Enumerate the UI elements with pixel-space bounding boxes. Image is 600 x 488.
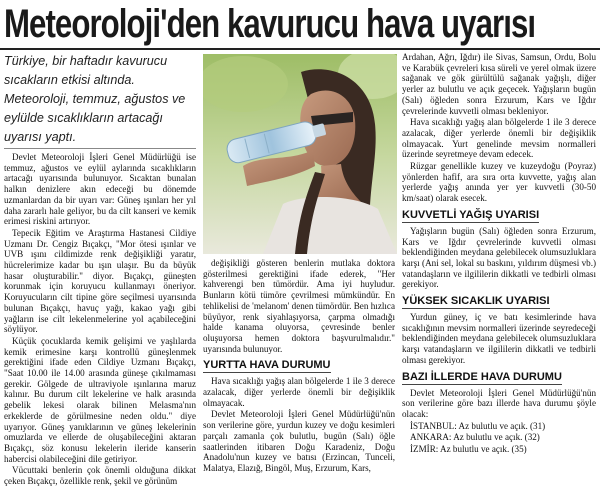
paragraph: Devlet Meteoroloji İşleri Genel Müdürlüğü'nün son verilerine göre, yurdun kuzey ve doğu kesimleri parçalı zamanla çok bulutlu, bugün (Salı) öğle saatlerinden itibaren Doğu Karadeniz, Doğu Anadolu'nun kuzey ve batısı (Erzincan, Tunceli, Malatya, Elazığ, Bingöl, Muş, Erzurum, Kars, bbox=[203, 409, 395, 473]
column-2 bbox=[203, 258, 395, 475]
paragraph: değişikliği gösteren benlerin mutlaka doktora gösterilmesi gerektiğini ifade ederek, "Her kahverengi ben tümördür. Ama iyi huyludur. Bunların kötü tümöre çevrilmesi mümkündür. En tehlikelisi de 'melanom' denen tümördür. Ben hızlıca büyüyor, renk siyahlaşıyorsa, çarpma olmadığı halde kanama oluyorsa, çevresinde benler oluşuyorsa hemen doktora başvurulmalıdır." uyarısında bulunuyor. bbox=[203, 258, 395, 354]
photo-woman-drinking-water bbox=[203, 54, 397, 254]
section-heading: KUVVETLİ YAĞIŞ UYARISI bbox=[402, 208, 540, 221]
paragraph: Yurdun güney, iç ve batı kesimlerinde hava sıcaklığının mevsim normalleri üzerinde seyredeceği beklendiğinden meydana gelebilecek olumsuzluklara karşı vatandaşların ve ilgililerin dikkatli ve tedbirli olması gerekiyor. bbox=[402, 312, 596, 365]
paragraph: Hava sıcaklığı yağış alan bölgelerde 1 ile 3 derece azalacak, diğer yerlerde önemli bir değişiklik olmayacak. Yurt genelinde mevsim normalleri üzerinde seyretmeye devam edecek. bbox=[402, 117, 596, 160]
paragraph: Hava sıcaklığı yağış alan bölgelerde 1 ile 3 derece azalacak, diğer yerlerde önemli bir değişiklik olmayacak. bbox=[203, 376, 395, 408]
city-forecast: İZMİR: Az bulutlu ve açık. (35) bbox=[410, 444, 527, 455]
paragraph: Küçük çocuklarda kemik gelişimi ve yaşlılarda kemik erimesine karşı kontrollü güneşlenmek gerektiğini ifade eden Cildiye Uzmanı Bıçakçı, "Saat 10.00 ile 14.00 arasında güneşe çıkılmaması gerekir. Gölgede de ultraviyole ışınlarına maruz kalınır. Bu durum cilt lekelerine ve halk arasında gebelik lekesi olarak bilinen Melasma'nın erkeklerde de görülmesine neden oldu." diye uyarıyor. Güneş yanıklarının ve güneş lekelerinin omuzlarda ve ellerde de oluşabileceğini aktaran Bıçakçı, söz konusu lekelerin ileride kanserin habercisi olabileceğini dile getiriyor. bbox=[4, 335, 196, 464]
headline: Meteoroloji'den kavurucu hava uyarısı bbox=[4, 2, 536, 46]
paragraph: Devlet Meteoroloji İşleri Genel Müdürlüğü ise temmuz, ağustos ve eylül aylarında sıcaklıkların artacağı uyarısında bulunuyor. Sıcaktan bunalan halkın denizlere akın edeceği bu dönemde uzmanlardan da bir uyarı var: Güneş ışınları her yıl daha zararlı hale geliyor, bu da cilt kanseri ve kemik erimesi riskini artırıyor. bbox=[4, 152, 196, 227]
article-deck: Türkiye, bir haftadır kavurucu sıcakların etkisi altında. Meteoroloji, temmuz, ağustos ve eylülde sıcaklıkların artacağı uyarısı yaptı. bbox=[4, 52, 196, 149]
section-heading: YURTTA HAVA DURUMU bbox=[203, 359, 331, 372]
section-heading: YÜKSEK SICAKLIK UYARISI bbox=[402, 295, 550, 308]
paragraph: Devlet Meteoroloji İşleri Genel Müdürlüğü'nün son verilerine göre bazı illerde hava durumu şöyle olacak: bbox=[402, 387, 596, 419]
paragraph: Rüzgar genellikle kuzey ve kuzeydoğu (Poyraz) yönlerden hafif, ara sıra orta kuvvette, yağış alan yerlerde yağış anında yer yer kuvvetli (30-50 km/saat) olarak esecek. bbox=[402, 161, 596, 204]
city-forecast: ANKARA: Az bulutlu ve açık. (32) bbox=[410, 432, 540, 443]
column-1 bbox=[4, 152, 196, 488]
paragraph: Vücuttaki benlerin çok önemli olduğuna dikkat çeken Bıçakçı, özellikle renk, şekil ve görünüm bbox=[4, 465, 196, 487]
column-3 bbox=[402, 52, 596, 456]
paragraph: Yağışların bugün (Salı) öğleden sonra Erzurum, Kars ve Iğdır çevrelerinde kuvvetli olması beklendiğinden meydana gelebilecek olumsuzluklara karşı (Ani sel, lokal su baskını, yıldırım düşmesi vb.) vatandaşların ve ilgililerin dikkatli ve tedbirli olması gerekiyor. bbox=[402, 225, 596, 290]
section-heading: BAZI İLLERDE HAVA DURUMU bbox=[402, 370, 562, 383]
city-forecast: İSTANBUL: Az bulutlu ve açık. (31) bbox=[410, 420, 546, 431]
paragraph: Ardahan, Ağrı, Iğdır) ile Sivas, Samsun, Ordu, Bolu ve Karabük çevreleri kısa süreli ve yerel olmak üzere sağanak ve gök gürültülü sağanak yağışlı, diğer yerler az bulutlu ve açık geçecek. Yağışların bugün (Salı) öğleden sonra Erzurum, Kars ve Iğdır çevrelerinde kuvvetli olması bekleniyor. bbox=[402, 52, 596, 116]
headline-rule bbox=[0, 48, 600, 50]
paragraph: Tepecik Eğitim ve Araştırma Hastanesi Cildiye Uzmanı Dr. Cengiz Bıçakçı, "Mor ötesi ışınlar ve UVB ışını cildimizde renk değişikliği yaratır, hücrelerimize kadar bu ışın ulaşır. Bu da büyük hasar oluşturabilir." diyor. Bıçakçı, güneşten korunmak için koruyucu kullanmayı öneriyor. Koruyucuların cilt tipine göre seçilmesi uyarısında bulunan Bıçakçı, havuç yağı, kakao yağı gibi yağların ise cilt lekelenmelerine yol açabileceğini söylüyor. bbox=[4, 227, 196, 335]
photo-illustration bbox=[203, 54, 397, 254]
